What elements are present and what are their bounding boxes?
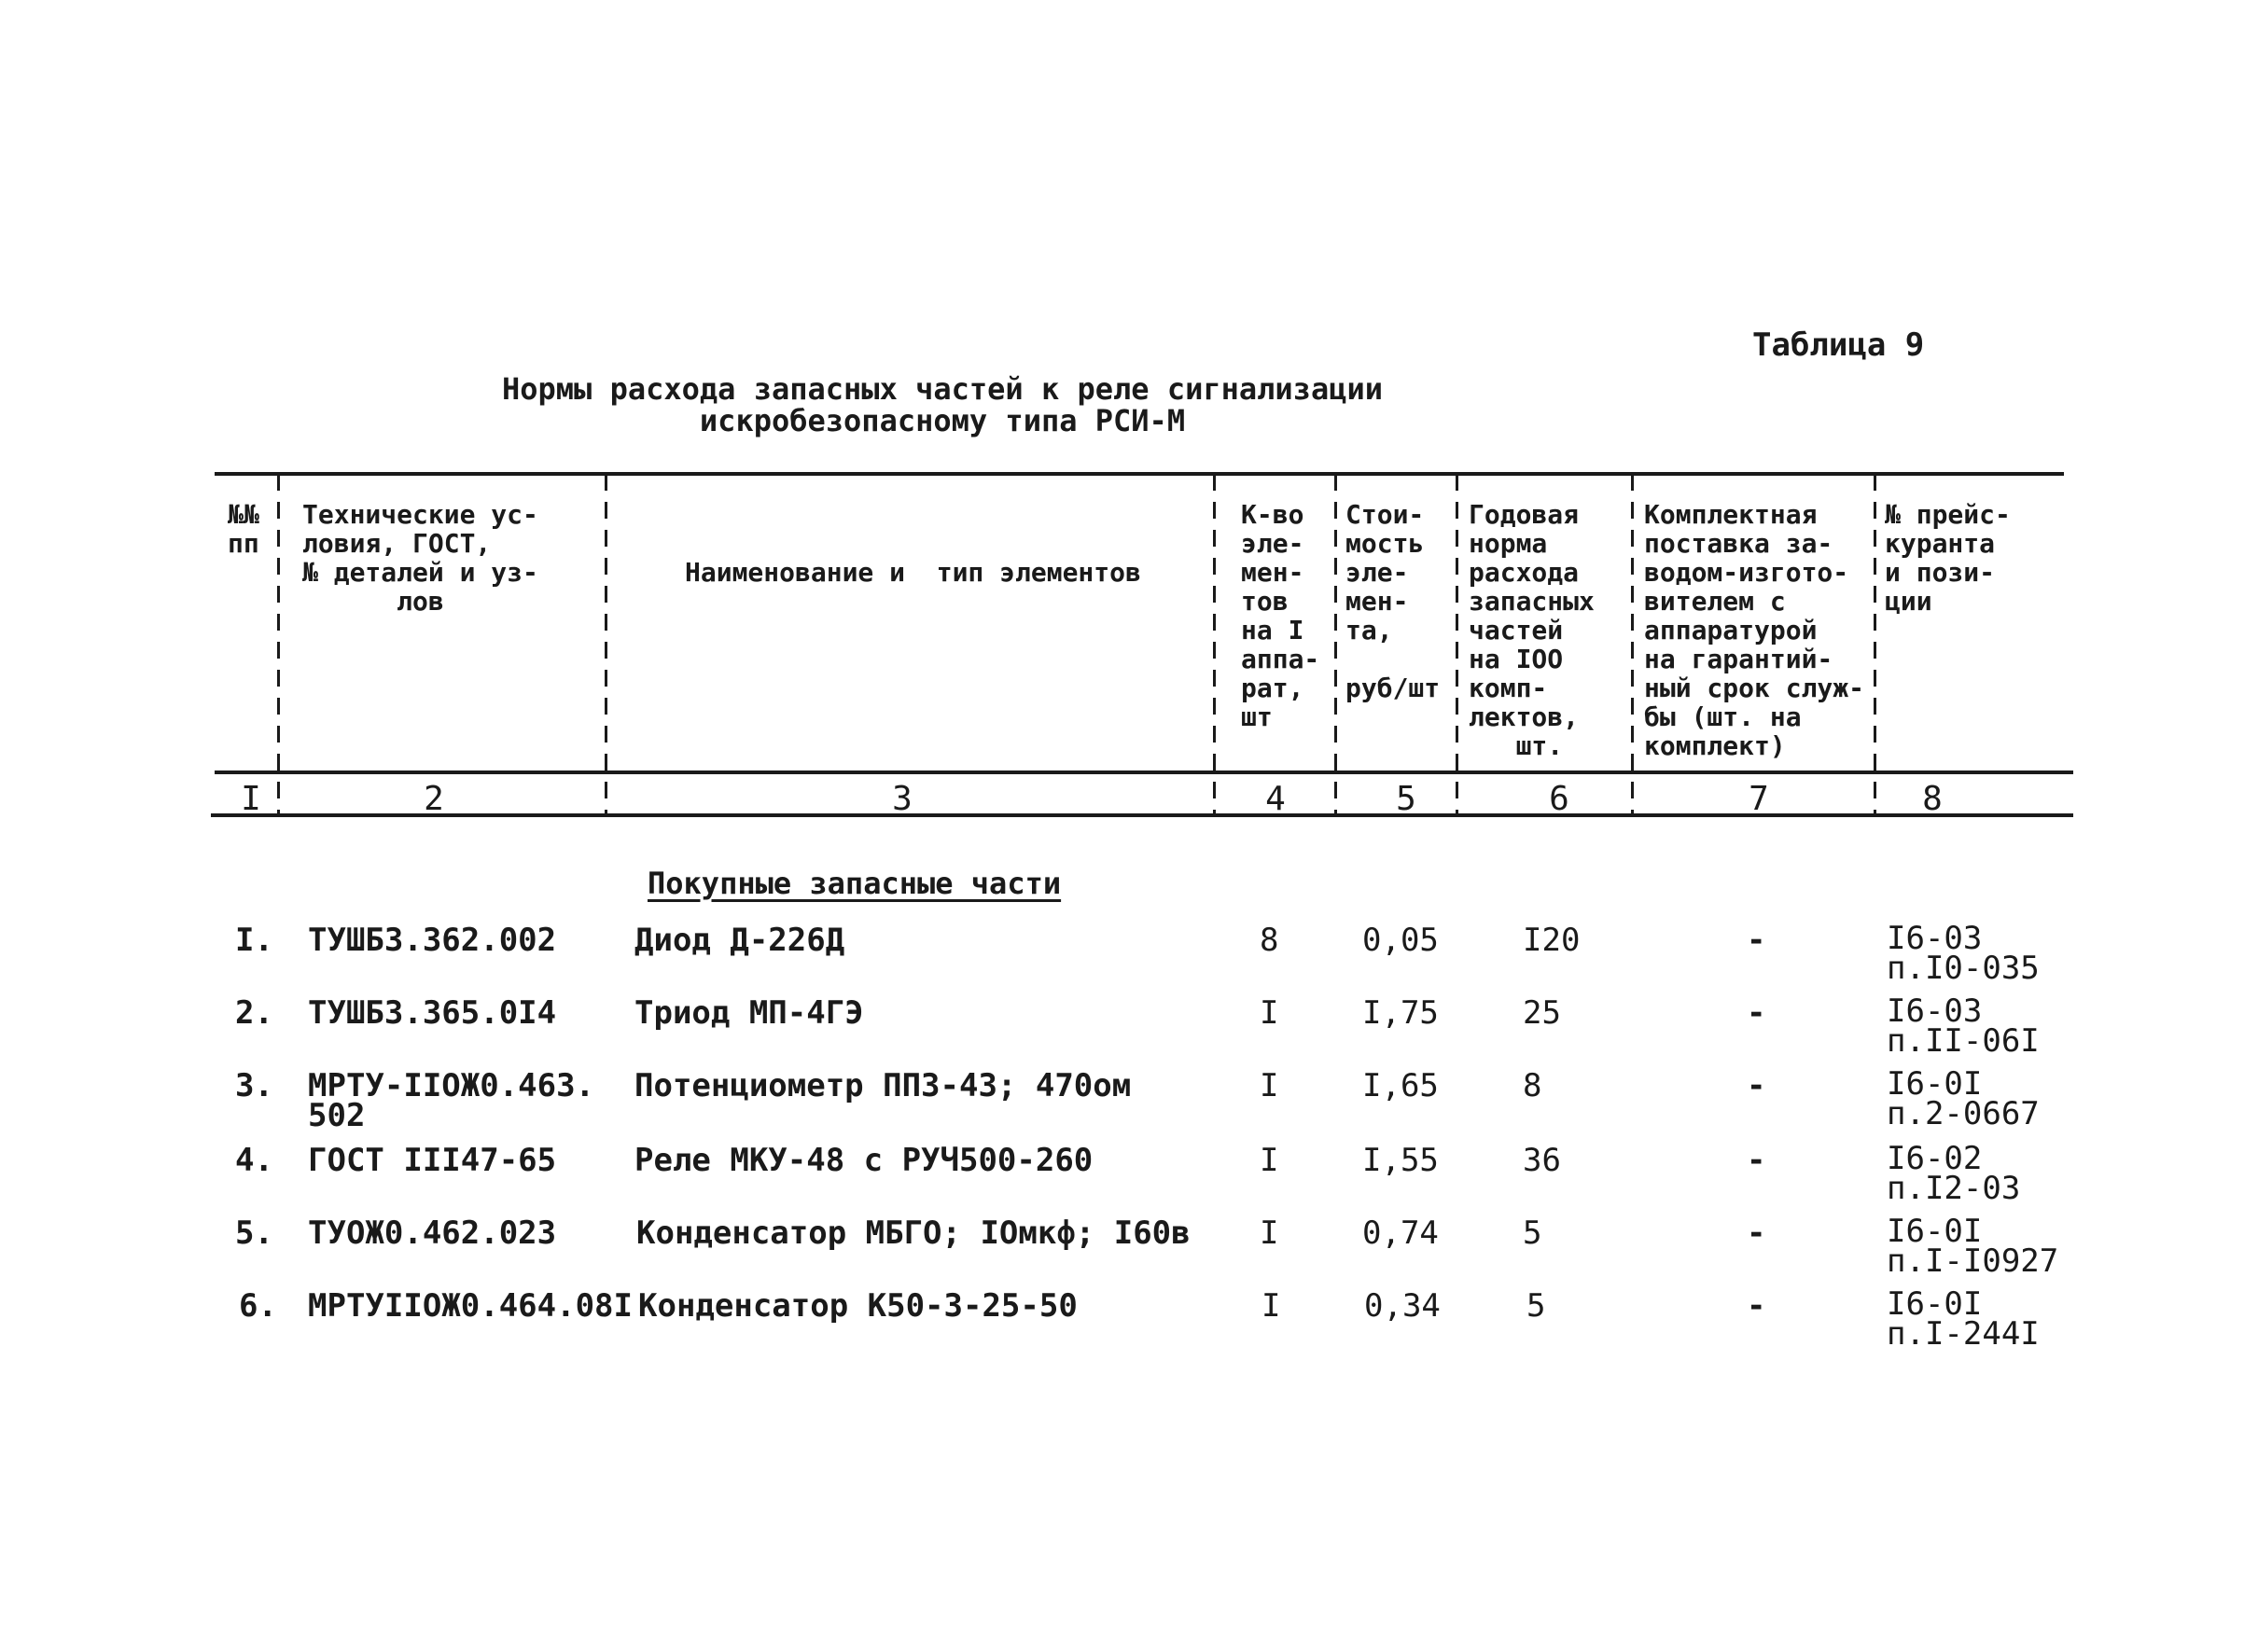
- row-qty: I: [1260, 994, 1279, 1032]
- row-number: 4.: [235, 1142, 273, 1179]
- column-divider: [1631, 474, 1634, 813]
- row-name: Конденсатор МБГО; IОмкф; I60в: [636, 1215, 1191, 1252]
- row-spec: ТУШБ3.362.002: [308, 922, 557, 959]
- row-number: 2.: [235, 994, 273, 1032]
- header-col-3: Наименование и тип элементов: [685, 557, 1141, 588]
- table-top-rule: [215, 472, 2064, 476]
- row-price: I6-0I п.I-244I: [1887, 1285, 2040, 1353]
- column-divider: [605, 474, 607, 813]
- header-col-2: Технические ус- ловия, ГОСТ, № деталей и уз- лов: [302, 499, 538, 617]
- row-price: I6-0I п.I-I0927: [1887, 1213, 2059, 1280]
- row-price: I6-03 п.I0-035: [1887, 920, 2040, 987]
- row-supply: -: [1747, 1142, 1766, 1179]
- row-spec: МРТУ-IIОЖ0.463. 502: [308, 1067, 595, 1134]
- row-norm: I20: [1523, 922, 1581, 959]
- row-qty: I: [1260, 1067, 1279, 1104]
- row-supply: -: [1747, 1067, 1766, 1104]
- row-spec: МРТУIIОЖ0.464.08I: [308, 1287, 633, 1325]
- row-norm: 8: [1523, 1067, 1542, 1104]
- table-label: Таблица 9: [1752, 326, 1925, 364]
- header-col-8: № прейс- куранта и пози- ции: [1885, 499, 2011, 617]
- row-supply: -: [1747, 1215, 1766, 1252]
- row-number: 3.: [235, 1067, 273, 1104]
- header-bottom-rule: [215, 770, 2073, 774]
- row-price: I6-0I п.2-0667: [1887, 1065, 2040, 1132]
- column-divider: [1213, 474, 1216, 813]
- row-qty: I: [1260, 1142, 1279, 1179]
- row-cost: I,65: [1362, 1067, 1439, 1104]
- column-number-6: 6: [1549, 780, 1569, 818]
- row-price: I6-03 п.II-06I: [1887, 993, 2040, 1060]
- row-supply: -: [1747, 994, 1766, 1032]
- column-number-3: 3: [892, 780, 913, 818]
- column-number-4: 4: [1265, 780, 1286, 818]
- column-number-5: 5: [1396, 780, 1416, 818]
- column-number-8: 8: [1922, 780, 1943, 818]
- column-divider: [1334, 474, 1337, 813]
- row-norm: 5: [1526, 1287, 1546, 1325]
- row-spec: ТУШБ3.365.0I4: [308, 994, 557, 1032]
- row-norm: 25: [1523, 994, 1561, 1032]
- header-col-5: Стои- мость эле- мен- та, руб/шт: [1345, 499, 1441, 703]
- column-divider: [1874, 474, 1876, 813]
- column-number-2: 2: [424, 780, 444, 818]
- row-supply: -: [1747, 1287, 1766, 1325]
- row-name: Конденсатор К50-3-25-50: [638, 1287, 1078, 1325]
- document-title-line-2: искробезопасному типа РСИ-М: [699, 403, 1186, 438]
- row-number: 5.: [235, 1215, 273, 1252]
- row-name: Потенциометр ППЗ-43; 470ом: [634, 1067, 1132, 1104]
- header-col-1: №№ пп: [228, 499, 259, 559]
- row-qty: I: [1261, 1287, 1281, 1325]
- row-norm: 36: [1523, 1142, 1561, 1179]
- column-divider: [1456, 474, 1458, 813]
- row-number: I.: [235, 922, 273, 959]
- row-qty: 8: [1260, 922, 1279, 959]
- row-supply: -: [1747, 922, 1766, 959]
- row-cost: I,55: [1362, 1142, 1439, 1179]
- row-cost: 0,74: [1362, 1215, 1439, 1252]
- row-norm: 5: [1523, 1215, 1542, 1252]
- section-title: Покупные запасные части: [648, 866, 1062, 901]
- column-number-1: I: [241, 780, 261, 818]
- row-qty: I: [1260, 1215, 1279, 1252]
- row-number: 6.: [239, 1287, 277, 1325]
- colnum-bottom-rule: [211, 813, 2073, 817]
- row-cost: I,75: [1362, 994, 1439, 1032]
- row-spec: ТУОЖ0.462.023: [308, 1215, 557, 1252]
- column-number-7: 7: [1749, 780, 1769, 818]
- row-cost: 0,34: [1364, 1287, 1441, 1325]
- row-price: I6-02 п.I2-03: [1887, 1140, 2021, 1207]
- row-name: Реле МКУ-48 с РУЧ500-260: [634, 1142, 1094, 1179]
- column-divider: [277, 474, 280, 813]
- row-name: Диод Д-226Д: [634, 922, 845, 959]
- header-col-7: Комплектная поставка за- водом-изгото- вителем с аппаратурой на гарантий- ный срок служ- бы (шт. на комплект): [1644, 499, 1865, 761]
- header-col-6: Годовая норма расхода запасных частей на IOO комп- лектов, шт.: [1469, 499, 1595, 761]
- row-name: Триод МП-4ГЭ: [634, 994, 864, 1032]
- header-col-4: К-во эле- мен- тов на I аппа- рат, шт: [1241, 499, 1320, 732]
- row-spec: ГОСТ III47-65: [308, 1142, 557, 1179]
- document-title-line-1: Нормы расхода запасных частей к реле сигнализации: [501, 371, 1383, 407]
- row-cost: 0,05: [1362, 922, 1439, 959]
